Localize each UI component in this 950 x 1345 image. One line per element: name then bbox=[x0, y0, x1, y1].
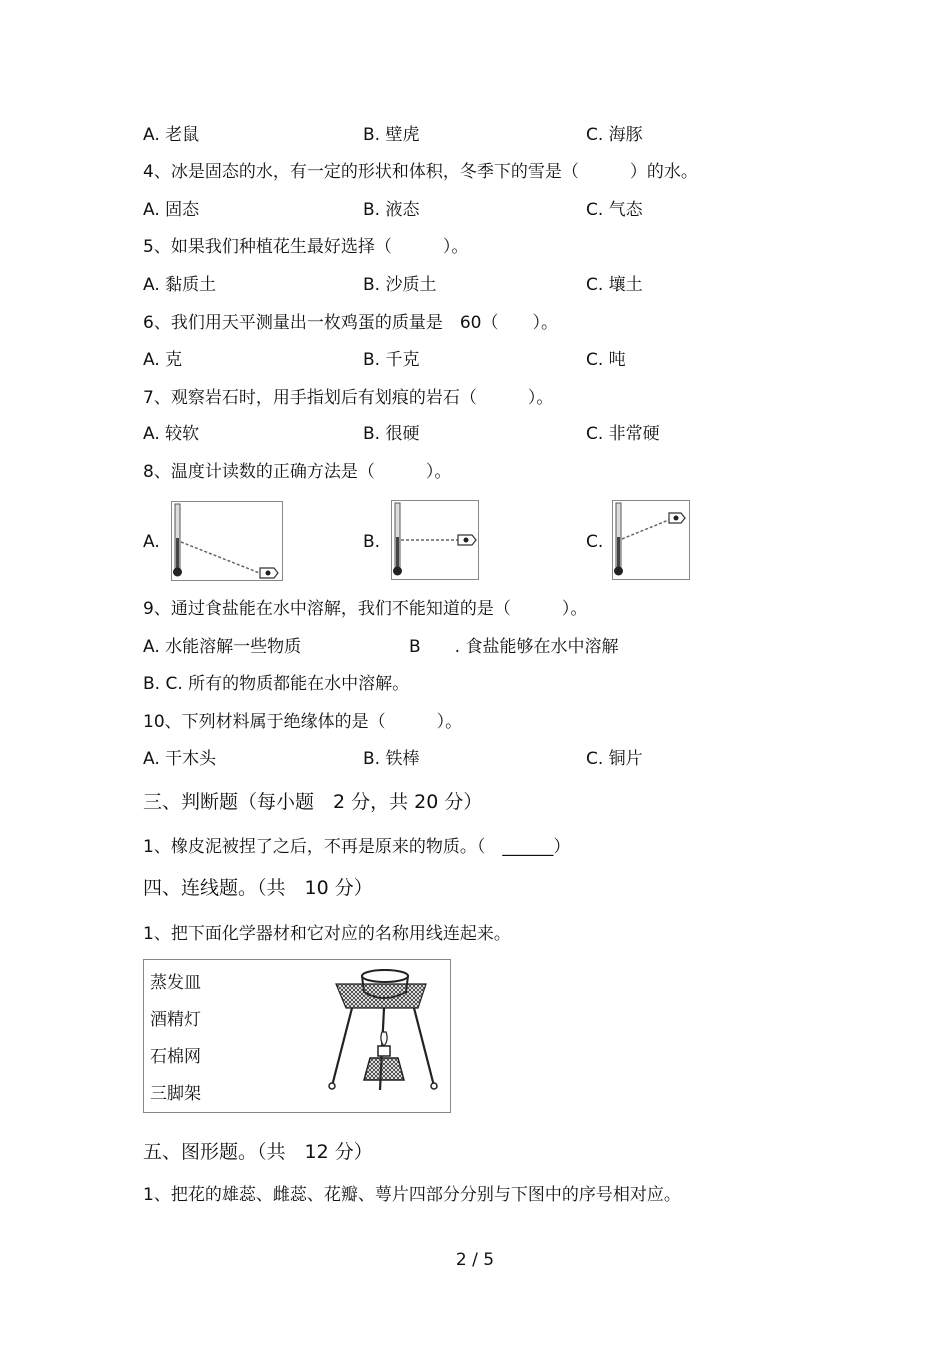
section4-q1: 1、把下面化学器材和它对应的名称用线连起来。 bbox=[143, 924, 511, 944]
thermometer-figure-b bbox=[391, 500, 479, 580]
q8-option-b: B. bbox=[363, 532, 381, 552]
q7-option-a: A. 较软 bbox=[143, 424, 200, 444]
q7-option-c: C. 非常硬 bbox=[586, 424, 660, 444]
q10-option-c: C. 铜片 bbox=[586, 749, 643, 769]
section5-q1: 1、把花的雄蕊、雌蕊、花瓣、萼片四部分分别与下图中的序号相对应。 bbox=[143, 1185, 681, 1205]
q9-option-b: B . 食盐能够在水中溶解 bbox=[409, 637, 619, 657]
q4-text: 4、冰是固态的水，有一定的形状和体积，冬季下的雪是（ ）的水。 bbox=[143, 162, 698, 182]
tripod-apparatus-drawing bbox=[322, 962, 442, 1108]
q4-option-b: B. 液态 bbox=[363, 200, 420, 220]
q9-option-a: A. 水能溶解一些物质 bbox=[143, 637, 302, 657]
q5-option-a: A. 黏质土 bbox=[143, 275, 217, 295]
label-tripod: 三脚架 bbox=[150, 1084, 201, 1104]
page-number: 2 / 5 bbox=[455, 1250, 495, 1270]
section5-title: 五、图形题。（共 12 分） bbox=[143, 1141, 373, 1163]
thermometer-figure-a bbox=[171, 501, 283, 581]
section4-title: 四、连线题。（共 10 分） bbox=[143, 877, 373, 899]
q9-option-c: B. C. 所有的物质都能在水中溶解。 bbox=[143, 674, 410, 694]
q9-text: 9、通过食盐能在水中溶解，我们不能知道的是（ ）。 bbox=[143, 599, 588, 619]
q8-text: 8、温度计读数的正确方法是（ ）。 bbox=[143, 462, 452, 482]
q10-option-b: B. 铁棒 bbox=[363, 749, 420, 769]
q3-option-a: A. 老鼠 bbox=[143, 125, 200, 145]
section3-q1: 1、橡皮泥被捏了之后，不再是原来的物质。（ ______） bbox=[143, 837, 571, 857]
label-asbestos-net: 石棉网 bbox=[150, 1047, 201, 1067]
q6-option-b: B. 千克 bbox=[363, 350, 420, 370]
q6-text: 6、我们用天平测量出一枚鸡蛋的质量是 60（ ）。 bbox=[143, 313, 558, 333]
thermometer-figure-c bbox=[612, 500, 690, 580]
q5-option-b: B. 沙质土 bbox=[363, 275, 437, 295]
label-evaporating-dish: 蒸发皿 bbox=[150, 973, 201, 993]
q6-option-c: C. 吨 bbox=[586, 350, 626, 370]
q4-option-c: C. 气态 bbox=[586, 200, 643, 220]
q8-option-a: A. bbox=[143, 532, 160, 552]
q7-option-b: B. 很硬 bbox=[363, 424, 420, 444]
q8-option-c: C. bbox=[586, 532, 604, 552]
q6-option-a: A. 克 bbox=[143, 350, 183, 370]
q3-option-b: B. 壁虎 bbox=[363, 125, 420, 145]
section3-title: 三、判断题（每小题 2 分，共 20 分） bbox=[143, 791, 483, 813]
q10-option-a: A. 干木头 bbox=[143, 749, 217, 769]
q4-option-a: A. 固态 bbox=[143, 200, 200, 220]
q3-option-c: C. 海豚 bbox=[586, 125, 643, 145]
q5-text: 5、如果我们种植花生最好选择（ ）。 bbox=[143, 237, 469, 257]
q10-text: 10、下列材料属于绝缘体的是（ ）。 bbox=[143, 712, 463, 732]
lab-equipment-figure bbox=[143, 959, 451, 1113]
q5-option-c: C. 壤土 bbox=[586, 275, 643, 295]
label-alcohol-lamp: 酒精灯 bbox=[150, 1010, 201, 1030]
q7-text: 7、观察岩石时，用手指划后有划痕的岩石（ ）。 bbox=[143, 388, 554, 408]
